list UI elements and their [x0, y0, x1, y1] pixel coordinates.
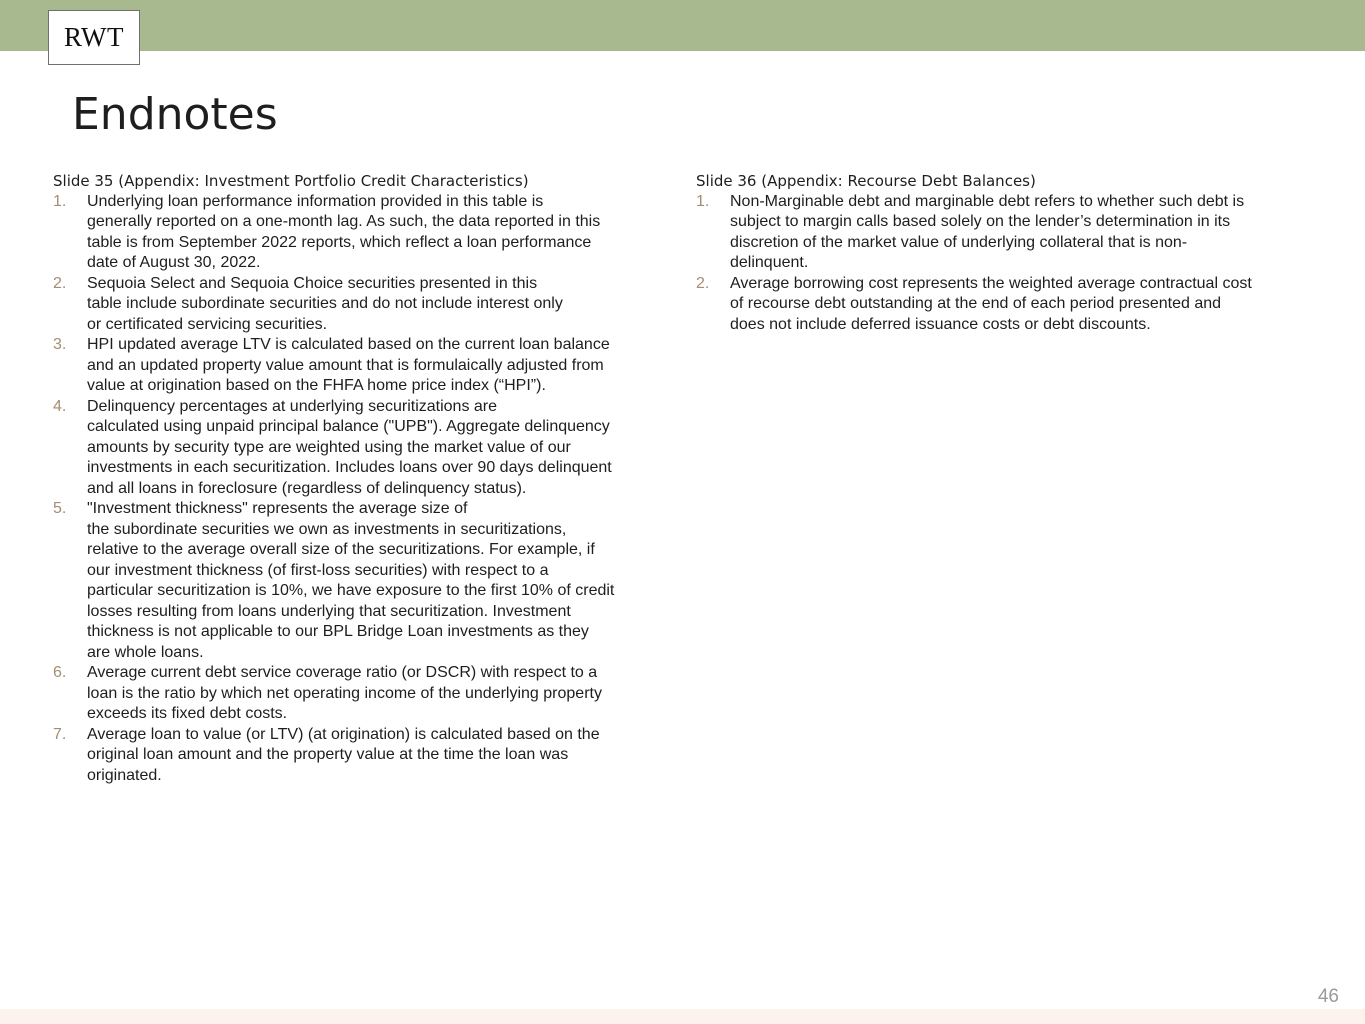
- endnote-item: [696, 274, 1296, 336]
- footer-band: [0, 1009, 1365, 1024]
- endnote-text-line: Underlying loan performance information provided in this table is: [87, 192, 544, 210]
- endnote-text-line: thickness is not applicable to our BPL Bridge Loan investments as they: [87, 623, 589, 640]
- endnote-text-line: and all loans in foreclosure (regardless of delinquency status).: [87, 479, 527, 497]
- endnote-text-line: calculated using unpaid principal balance ("UPB"). Aggregate delinquency: [87, 418, 610, 435]
- left-section-heading: Slide 35 (Appendix: Investment Portfolio Credit Characteristics): [53, 172, 529, 190]
- endnote-text-line: losses resulting from loans underlying that securitization. Investment: [87, 602, 571, 620]
- endnote-text-line: Sequoia Select and Sequoia Choice securities presented in this: [87, 274, 538, 292]
- endnote-text-line: Average loan to value (or LTV) (at origination) is calculated based on the: [87, 725, 600, 743]
- endnote-item: [53, 725, 653, 787]
- endnote-number: 5.: [53, 500, 67, 517]
- header-band: [0, 0, 1365, 51]
- endnote-text-line: Delinquency percentages at underlying securitizations are: [87, 397, 498, 415]
- endnote-item: [53, 274, 653, 336]
- endnote-number: 1.: [53, 192, 67, 210]
- endnote-text-line: generally reported on a one-month lag. As such, the data reported in this: [87, 213, 601, 230]
- endnote-number: 2.: [696, 274, 710, 292]
- endnote-text-line: value at origination based on the FHFA home price index (“HPI”).: [87, 377, 546, 394]
- endnote-item: [53, 335, 653, 397]
- endnote-text-line: the subordinate securities we own as investments in securitizations,: [87, 520, 567, 538]
- endnote-text-line: Non-Marginable debt and marginable debt refers to whether such debt is: [730, 192, 1245, 210]
- endnote-text-line: originated.: [87, 766, 162, 784]
- right-section-heading: Slide 36 (Appendix: Recourse Debt Balances): [696, 172, 1036, 190]
- endnote-text-line: delinquent.: [730, 254, 809, 271]
- endnote-number: 4.: [53, 397, 67, 415]
- endnote-number: 6.: [53, 664, 67, 681]
- endnote-text-line: discretion of the market value of underlying collateral that is non-: [730, 233, 1188, 251]
- endnote-text-line: are whole loans.: [87, 643, 204, 661]
- endnote-item: [53, 397, 653, 500]
- endnote-text-line: Average current debt service coverage ratio (or DSCR) with respect to a: [87, 664, 598, 681]
- endnote-text-line: does not include deferred issuance costs or debt discounts.: [730, 315, 1151, 333]
- endnote-number: 7.: [53, 725, 67, 743]
- endnote-text-line: original loan amount and the property value at the time the loan was: [87, 746, 569, 763]
- endnote-number: 2.: [53, 274, 67, 292]
- endnote-text-line: exceeds its fixed debt costs.: [87, 705, 288, 722]
- endnote-text-line: amounts by security type are weighted using the market value of our: [87, 438, 571, 456]
- endnote-text-line: relative to the average overall size of the securitizations. For example, if: [87, 541, 595, 558]
- endnote-text-line: "Investment thickness" represents the average size of: [87, 500, 468, 517]
- endnote-item: [53, 663, 653, 725]
- endnote-text-line: Average borrowing cost represents the weighted average contractual cost: [730, 274, 1252, 292]
- endnote-number: 1.: [696, 192, 710, 210]
- right-endnotes-column: [696, 171, 1296, 335]
- endnote-text-line: investments in each securitization. Includes loans over 90 days delinquent: [87, 459, 612, 476]
- endnote-text-line: or certificated servicing securities.: [87, 315, 328, 333]
- page-number: 46: [1317, 986, 1339, 1007]
- endnote-text-line: loan is the ratio by which net operating income of the underlying property: [87, 684, 602, 702]
- endnote-item: [53, 499, 653, 663]
- endnote-text-line: table is from September 2022 reports, which reflect a loan performance: [87, 233, 592, 251]
- page-title: Endnotes: [72, 89, 278, 140]
- endnote-item: [696, 192, 1296, 274]
- endnote-text-line: subject to margin calls based solely on the lender’s determination in its: [730, 213, 1231, 230]
- endnote-text-line: date of August 30, 2022.: [87, 254, 261, 271]
- endnote-text-line: table include subordinate securities and do not include interest only: [87, 295, 563, 312]
- endnote-item: [53, 192, 653, 274]
- endnote-number: 3.: [53, 336, 67, 353]
- left-endnotes-column: [53, 171, 653, 786]
- endnote-text-line: particular securitization is 10%, we have exposure to the first 10% of credit: [87, 582, 615, 599]
- endnote-text-line: of recourse debt outstanding at the end of each period presented and: [730, 295, 1222, 312]
- company-logo: RWT: [48, 10, 140, 65]
- left-endnotes-list: [53, 192, 653, 787]
- endnote-text-line: and an updated property value amount that is formulaically adjusted from: [87, 356, 604, 374]
- endnote-text-line: our investment thickness (of first-loss securities) with respect to a: [87, 561, 549, 579]
- right-endnotes-list: [696, 192, 1296, 336]
- endnote-text-line: HPI updated average LTV is calculated based on the current loan balance: [87, 336, 610, 353]
